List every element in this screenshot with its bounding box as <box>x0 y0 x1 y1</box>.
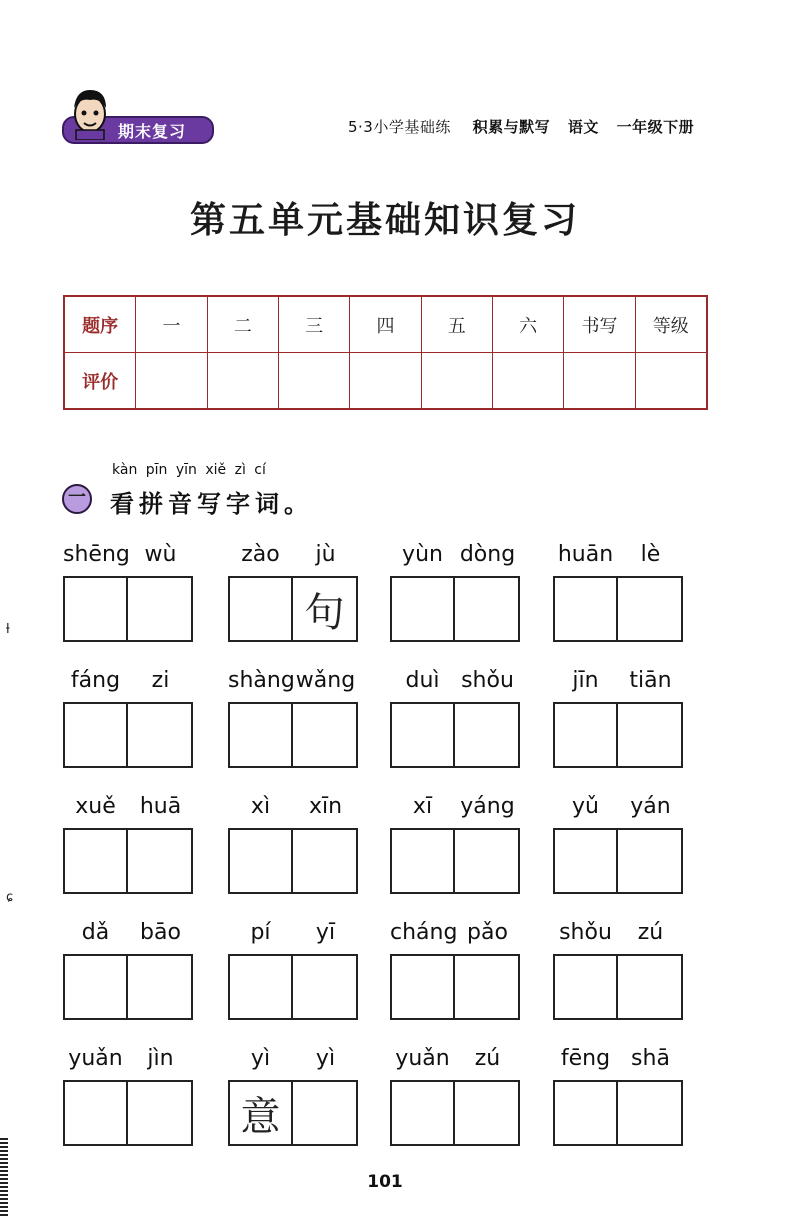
writing-boxes <box>390 828 520 894</box>
word-item <box>228 794 358 902</box>
score-input-cell[interactable] <box>350 353 421 410</box>
pinyin-syllable: wǎng <box>295 668 356 693</box>
writing-cell[interactable] <box>392 704 455 766</box>
header-logo <box>60 86 215 144</box>
writing-boxes <box>390 1080 520 1146</box>
writing-cell[interactable] <box>65 1082 128 1144</box>
pinyin-syllable: shǒu <box>559 920 612 945</box>
word-item <box>63 1046 193 1154</box>
writing-cell[interactable] <box>392 830 455 892</box>
writing-cell[interactable] <box>555 830 618 892</box>
writing-cell[interactable] <box>128 956 191 1018</box>
writing-boxes <box>553 828 683 894</box>
score-table <box>63 295 708 410</box>
page-number: 101 <box>367 1172 403 1192</box>
word-item <box>63 794 193 902</box>
word-pinyin <box>553 1046 683 1076</box>
writing-cell[interactable] <box>128 830 191 892</box>
writing-cell[interactable] <box>392 956 455 1018</box>
pinyin-syllable: xì <box>250 794 271 819</box>
score-input-cell[interactable] <box>136 353 207 410</box>
pinyin-syllable: yī <box>315 920 336 945</box>
pinyin-syllable: pǎo <box>467 920 508 945</box>
word-pinyin <box>228 920 358 950</box>
grade-name: 一年级下册 <box>616 118 695 136</box>
pinyin-syllable: xīn <box>308 794 343 819</box>
word-pinyin <box>63 542 193 572</box>
pinyin-syllable: wù <box>144 542 177 567</box>
badge-label: 期末复习 <box>118 122 187 141</box>
writing-boxes <box>390 702 520 768</box>
pinyin-syllable: yùn <box>402 542 443 567</box>
pinyin-syllable: shàng <box>228 668 295 693</box>
writing-boxes <box>63 702 193 768</box>
word-item <box>390 542 520 650</box>
score-cell: 书写 <box>564 296 635 353</box>
word-item <box>390 794 520 902</box>
writing-cell[interactable] <box>455 956 518 1018</box>
score-cell: 四 <box>350 296 421 353</box>
writing-boxes <box>63 1080 193 1146</box>
score-input-cell[interactable] <box>207 353 278 410</box>
writing-cell[interactable] <box>293 830 356 892</box>
margin-mark: ɕ <box>6 890 14 905</box>
section-title: 看拼音写字词。 <box>110 490 313 518</box>
word-item <box>228 668 358 776</box>
pinyin-syllable: yì <box>315 1046 336 1071</box>
writing-cell[interactable] <box>618 956 681 1018</box>
writing-boxes <box>228 1080 358 1146</box>
word-pinyin <box>390 668 520 698</box>
score-cell: 评价 <box>64 353 136 410</box>
book-name: 积累与默写 <box>472 118 551 136</box>
score-input-cell[interactable] <box>492 353 563 410</box>
word-item <box>553 1046 683 1154</box>
writing-cell[interactable] <box>618 578 681 640</box>
word-item <box>63 542 193 650</box>
writing-boxes <box>553 1080 683 1146</box>
word-item <box>228 920 358 1028</box>
word-pinyin <box>390 920 520 950</box>
pinyin-syllable: dǎ <box>81 920 110 945</box>
pinyin-syllable: xuě <box>75 794 116 819</box>
writing-cell[interactable] <box>128 704 191 766</box>
writing-cell[interactable] <box>65 704 128 766</box>
score-cell: 题序 <box>64 296 136 353</box>
pinyin-syllable: bāo <box>140 920 181 945</box>
writing-cell[interactable] <box>455 704 518 766</box>
writing-cell[interactable] <box>392 578 455 640</box>
pinyin-syllable: zú <box>474 1046 501 1071</box>
writing-boxes <box>228 954 358 1020</box>
writing-cell[interactable] <box>293 704 356 766</box>
writing-cell[interactable] <box>455 578 518 640</box>
pinyin-syllable: yuǎn <box>68 1046 123 1071</box>
writing-cell[interactable] <box>65 956 128 1018</box>
page-title: 第五单元基础知识复习 <box>189 200 580 241</box>
series-name: 5·3小学基础练 <box>348 118 451 136</box>
score-input-cell[interactable] <box>635 353 707 410</box>
writing-boxes <box>390 576 520 642</box>
writing-cell[interactable] <box>555 956 618 1018</box>
score-cell: 二 <box>207 296 278 353</box>
writing-boxes <box>63 954 193 1020</box>
pinyin-syllable: jù <box>315 542 336 567</box>
writing-cell[interactable] <box>555 578 618 640</box>
section-pinyin: kàn pīn yīn xiě zì cí <box>112 462 266 478</box>
pinyin-syllable: yán <box>630 794 671 819</box>
writing-cell[interactable] <box>455 1082 518 1144</box>
score-cell: 等级 <box>635 296 707 353</box>
pinyin-syllable: huān <box>557 542 614 567</box>
word-item <box>390 920 520 1028</box>
word-pinyin <box>390 794 520 824</box>
word-pinyin <box>228 1046 358 1076</box>
score-input-cell[interactable] <box>278 353 349 410</box>
pinyin-syllable: huā <box>139 794 182 819</box>
word-pinyin <box>228 794 358 824</box>
pinyin-syllable: jīn <box>572 668 599 693</box>
pinyin-syllable: zào <box>241 542 280 567</box>
word-item <box>63 668 193 776</box>
word-item <box>63 920 193 1028</box>
pinyin-syllable: fáng <box>70 668 121 693</box>
header-info <box>348 116 706 137</box>
pinyin-syllable: shā <box>631 1046 670 1071</box>
writing-cell[interactable] <box>293 1082 356 1144</box>
word-pinyin <box>228 542 358 572</box>
writing-boxes <box>228 828 358 894</box>
word-pinyin <box>63 1046 193 1076</box>
pinyin-syllable: pí <box>250 920 271 945</box>
word-item <box>553 542 683 650</box>
pinyin-syllable: shǒu <box>461 668 514 693</box>
word-pinyin <box>63 668 193 698</box>
pinyin-syllable: zi <box>151 668 170 693</box>
pinyin-syllable: yáng <box>460 794 515 819</box>
writing-boxes <box>63 576 193 642</box>
writing-cell[interactable] <box>128 578 191 640</box>
pinyin-syllable: dòng <box>459 542 516 567</box>
word-item <box>390 668 520 776</box>
word-pinyin <box>553 920 683 950</box>
writing-cell[interactable]: 意 <box>230 1082 293 1144</box>
writing-boxes <box>390 954 520 1020</box>
boy-mascot-icon <box>68 86 112 140</box>
score-input-cell[interactable] <box>564 353 635 410</box>
writing-cell[interactable] <box>618 704 681 766</box>
writing-cell[interactable] <box>555 1082 618 1144</box>
word-item <box>553 920 683 1028</box>
pinyin-syllable: yì <box>250 1046 271 1071</box>
score-cell: 三 <box>278 296 349 353</box>
writing-boxes <box>228 576 358 642</box>
writing-cell[interactable] <box>230 704 293 766</box>
word-pinyin <box>228 668 358 698</box>
pinyin-syllable: fēng <box>560 1046 611 1071</box>
pinyin-syllable: duì <box>405 668 440 693</box>
word-pinyin <box>553 668 683 698</box>
score-cell: 五 <box>421 296 492 353</box>
pinyin-syllable: zú <box>637 920 664 945</box>
word-pinyin <box>390 542 520 572</box>
pinyin-syllable: shēng <box>63 542 130 567</box>
score-cell: 一 <box>136 296 207 353</box>
score-eval-row <box>64 353 707 410</box>
writing-cell[interactable] <box>65 830 128 892</box>
score-header-row <box>64 296 707 353</box>
writing-boxes <box>553 954 683 1020</box>
word-pinyin <box>553 794 683 824</box>
word-pinyin <box>63 920 193 950</box>
word-item <box>553 794 683 902</box>
writing-boxes <box>63 828 193 894</box>
score-cell: 六 <box>492 296 563 353</box>
writing-boxes <box>553 576 683 642</box>
word-pinyin <box>553 542 683 572</box>
margin-mark: ƚ <box>6 622 10 637</box>
writing-cell[interactable] <box>618 830 681 892</box>
pinyin-syllable: jìn <box>147 1046 174 1071</box>
writing-boxes <box>228 702 358 768</box>
pinyin-syllable: xī <box>412 794 433 819</box>
writing-cell[interactable] <box>618 1082 681 1144</box>
word-item <box>228 1046 358 1154</box>
writing-cell[interactable] <box>230 956 293 1018</box>
pinyin-syllable: cháng <box>390 920 458 945</box>
writing-cell[interactable] <box>455 830 518 892</box>
writing-boxes <box>553 702 683 768</box>
subject-name: 语文 <box>567 118 599 136</box>
writing-cell[interactable]: 句 <box>304 589 345 636</box>
writing-cell[interactable] <box>230 830 293 892</box>
score-input-cell[interactable] <box>421 353 492 410</box>
word-item <box>390 1046 520 1154</box>
word-item <box>228 542 358 650</box>
writing-cell[interactable] <box>293 956 356 1018</box>
writing-cell[interactable] <box>392 1082 455 1144</box>
pinyin-syllable: yuǎn <box>395 1046 450 1071</box>
word-item <box>553 668 683 776</box>
section-number-badge: 一 <box>62 484 92 514</box>
writing-cell[interactable] <box>230 578 293 640</box>
writing-cell[interactable] <box>65 578 128 640</box>
word-pinyin <box>390 1046 520 1076</box>
writing-cell[interactable] <box>555 704 618 766</box>
pinyin-syllable: lè <box>640 542 661 567</box>
writing-cell[interactable] <box>128 1082 191 1144</box>
word-pinyin <box>63 794 193 824</box>
pinyin-syllable: yǔ <box>572 794 599 819</box>
pinyin-syllable: tiān <box>629 668 672 693</box>
